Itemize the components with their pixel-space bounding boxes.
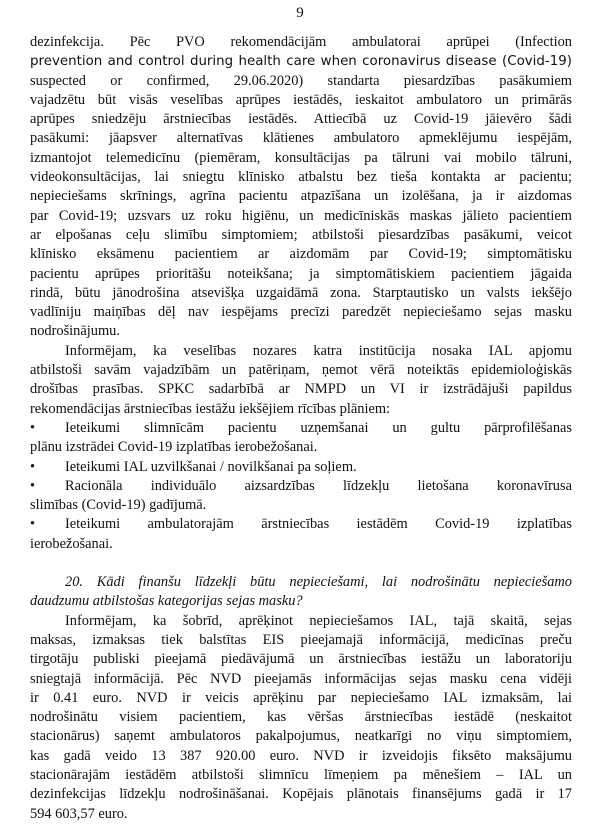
text-line: ar elpošanas ceļu slimību simptomiem; atbilstoši piesardzības pasākumi, veicot: [30, 226, 572, 243]
bullet-icon: •: [30, 516, 36, 533]
text-line: aprūpes sniedzēju ārstniecības iestādēs. Attiecībā uz Covid-19 jāievēro šādi: [30, 111, 572, 128]
document-body: [30, 33, 572, 824]
text-line: stacionārus) saņemt ambulatoros pakalpojumus, neatkarīgi no viņu simptomiem,: [30, 728, 572, 745]
text-line: suspected or confirmed, 29.06.2020) standarta piesardzības pasākumiem: [30, 72, 572, 89]
text-line: tirgotāju publiski pieejamā piedāvājumā un ārstniecības iestāžu un laboratoriju: [30, 651, 572, 668]
text-line: Informējam, ka šobrīd, aprēķinot nepieciešamos IAL, tajā skaitā, sejas: [65, 612, 572, 629]
bullet-icon: •: [30, 419, 36, 436]
text-line: ir 0.41 euro. NVD ir veicis aprēķinu par nepieciešamo IAL izmaksām, lai: [30, 689, 572, 706]
text-line: sniegtajā informācijā. Pēc NVD pieejamās informācijas sejas masku cena vidēji: [30, 670, 572, 687]
text-line: nodrošinājumu.: [30, 323, 120, 340]
text-line: vajadzētu būt visās veselības aprūpes iestādēs, ieskaitot ambulatoro un primārās: [30, 91, 572, 108]
paragraph-ppe-guidelines: [30, 33, 572, 342]
text-line: drošības prasības. SPKC sadarbībā ar NMPD un VI ir izstrādājuši papildus: [30, 381, 572, 398]
bullet-icon: •: [30, 477, 36, 494]
text-line: Informējam, ka veselības nozares katra institūcija nosaka IAL apjomu: [65, 342, 572, 359]
text-line: vadlīniju maiņības dēļ nav iespējams precīzi paredzēt nepieciešamo sejas masku: [30, 304, 572, 321]
paragraph-institution-ppe: [30, 342, 572, 419]
list-item-continuation: plānu izstrādei Covid-19 izplatības ierobežošanai.: [30, 439, 318, 456]
text-line: maksas, izmaksas tiek balstītas EIS pieejamajā informācijā, medicīnas preču: [30, 631, 572, 648]
bullet-icon: •: [30, 458, 36, 475]
list-item-continuation: slimības (Covid-19) gadījumā.: [30, 497, 207, 514]
list-item: • Ieteikumi IAL uzvilkšanai / novilkšanai pa soļiem.: [30, 458, 572, 477]
text-line: dezinfekcija. Pēc PVO rekomendācijām ambulatorai aprūpei (Infection: [30, 34, 572, 50]
text-line: klīnisko eksāmenu pacientiem ar aizdomām par Covid-19; simptomātisku: [30, 246, 572, 263]
text-line: nepieciešams skrīnings, agrīna pacientu atpazīšana un izolēšana, ja ir aizdomas: [30, 188, 572, 205]
text-line: nodrošinātu visiem pacientiem, kas vēršas ārstniecības iestādē (neskaitot: [30, 709, 572, 726]
text-line: rindā, būtu jānodrošina atsevišķa uzgaidāmā zona. Starptautisko un valsts iekšējo: [30, 284, 572, 301]
text-line: par Covid-19; uzsvars uz roku higiēnu, un medicīniskās maskas jālieto pacientiem: [30, 207, 572, 224]
list-item: • Ieteikumi slimnīcām pacientu uzņemšanai un gultu pārprofilēšanas: [30, 419, 572, 438]
text-line: rekomendācijas ārstniecības iestāžu iekšējiem rīcības plāniem:: [30, 400, 391, 417]
text-line: izmantojot telemedicīnu (piemēram, konsultācijas pa tālruni vai mobilo tālruni,: [30, 149, 572, 166]
text-line: 594 603,57 euro.: [30, 805, 128, 822]
text-line: dezinfekcijas līdzekļu nodrošināšanai. Kopējais plānotais finansējums gadā ir 17: [30, 786, 572, 803]
list-item-continuation: ierobežošanai.: [30, 535, 113, 552]
question-20: [30, 573, 572, 612]
text-line: videokonsultācijas, lai sniegtu klīnisko atbalstu bez tieša kontakta ar pacientu;: [30, 169, 572, 186]
text-line: atbilstoši savām vajadzībām un patēriņam, ņemot vērā noteiktās epidemioloģiskās: [30, 362, 572, 379]
text-line: kas gadā veido 13 387 920.00 euro. NVD ir izveidojis fiksēto maksājumu: [30, 747, 572, 764]
page-number: 9: [296, 5, 304, 21]
text-line: pasākumi: jāapsver alternatīvas klātienes ambulatoro apmeklējumu iespējām,: [30, 130, 572, 147]
list-item: • Ieteikumi ambulatorajām ārstniecības iestādēm Covid-19 izplatības: [30, 515, 572, 534]
list-item: • Racionāla individuālo aizsardzības līdzekļu lietošana koronavīrusa: [30, 477, 572, 496]
question-line: 20. Kādi finanšu līdzekļi būtu nepieciešami, lai nodrošinātu nepieciešamo: [65, 574, 572, 591]
recommendations-list: [30, 419, 572, 554]
question-line: daudzumu atbilstošas kategorijas sejas masku?: [30, 593, 303, 610]
text-line: stacionārajām iestādēm atbilstoši slimnīcu līmeņiem pa mēnešiem – IAL un: [30, 766, 572, 783]
spacer: [30, 554, 572, 573]
text-line: prevention and control during health care when coronavirus disease (Covid-19): [30, 54, 572, 70]
text-line: pacientu aprūpes prioritāšu noteikšana; ja simptomātiskiem pacientiem jāgaida: [30, 265, 572, 282]
paragraph-answer-funding: [30, 612, 572, 824]
